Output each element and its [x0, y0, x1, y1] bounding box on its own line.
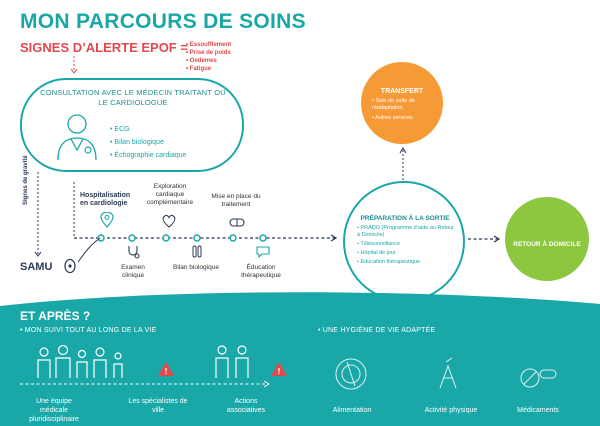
specialistes-label: Les spécialistes de ville [128, 398, 188, 414]
actions-label: Actions associatives [226, 398, 266, 414]
medicaments-label: Médicaments [517, 407, 559, 414]
alert-item: • Prise de poids [186, 49, 231, 57]
activity-icon [440, 358, 456, 388]
examen-label: Examen clinique [121, 264, 145, 279]
traitement-label: Mise en place du traitement [211, 193, 261, 208]
activite-label: Activité physique [424, 407, 478, 414]
phone-icon [62, 258, 78, 274]
transfert-item: • Soin de suite de réadaptation [372, 98, 438, 112]
apres-title: ET APRÈS ? [20, 309, 91, 323]
hospitalisation-label: Hospitalisation en cardiologie [80, 192, 131, 207]
location-pin-icon [100, 212, 114, 228]
transfert-list [372, 98, 438, 125]
test-tube-icon [190, 245, 204, 259]
preparation-item: • Éducation thérapeutique [357, 259, 457, 266]
heart-icon [162, 214, 176, 228]
svg-text:!: ! [164, 367, 168, 376]
preparation-item: • Télésurveillance [357, 241, 457, 248]
equipe-label: Une équipe médicale pluridisciplinaire [29, 398, 79, 423]
alert-item: • Essoufflement [186, 41, 231, 49]
preparation-title: PRÉPARATION À LA SORTIE [360, 215, 450, 222]
consultation-item: • ECG [110, 123, 186, 136]
page-title: MON PARCOURS DE SOINS [20, 10, 306, 33]
exploration-label: Exploration cardiaque complémentaire [146, 183, 194, 206]
consultation-item: • Bilan biologique [110, 136, 186, 149]
samu-label: SAMU [20, 261, 53, 273]
transfert-title: TRANSFERT [380, 88, 424, 95]
speech-bubble-icon [256, 245, 270, 259]
elderly-icon [216, 346, 248, 378]
preparation-item: • PRADO (Programme d’aide au Retour à Domicile) [357, 225, 457, 239]
svg-text:!: ! [277, 367, 281, 376]
pill-icon [229, 218, 245, 228]
alert-item: • Oedèmes [186, 57, 231, 65]
alert-title: SIGNES D’ALERTE EPOF = [20, 40, 188, 55]
preparation-item: • Hôpital de jour [357, 250, 457, 257]
consultation-title: CONSULTATION AVEC LE MÉDECIN TRAITANT OU LE CARDIOLOGUE [40, 88, 226, 107]
stethoscope-icon [126, 245, 140, 259]
consultation-item: • Échographie cardiaque [110, 149, 186, 162]
education-label: Éducation thérapeutique [241, 264, 281, 279]
suivi-subtitle: • MON SUIVI TOUT AU LONG DE LA VIE [20, 327, 157, 334]
hygiene-subtitle: • UNE HYGIÈNE DE VIE ADAPTÉE [318, 327, 436, 334]
bilan-label: Bilan biologique [173, 264, 219, 271]
alimentation-label: Alimentation [332, 407, 372, 414]
gravite-label: Signes de gravité [23, 155, 29, 205]
domicile-label: RETOUR À DOMICILE [513, 241, 581, 248]
consultation-list [110, 123, 186, 162]
alert-item: • Fatigue [186, 65, 231, 73]
domicile-circle [505, 197, 589, 281]
bottom-icons [0, 340, 600, 400]
transfert-item: • Autres services [372, 115, 438, 122]
family-icon [38, 346, 122, 379]
preparation-list [357, 225, 457, 268]
